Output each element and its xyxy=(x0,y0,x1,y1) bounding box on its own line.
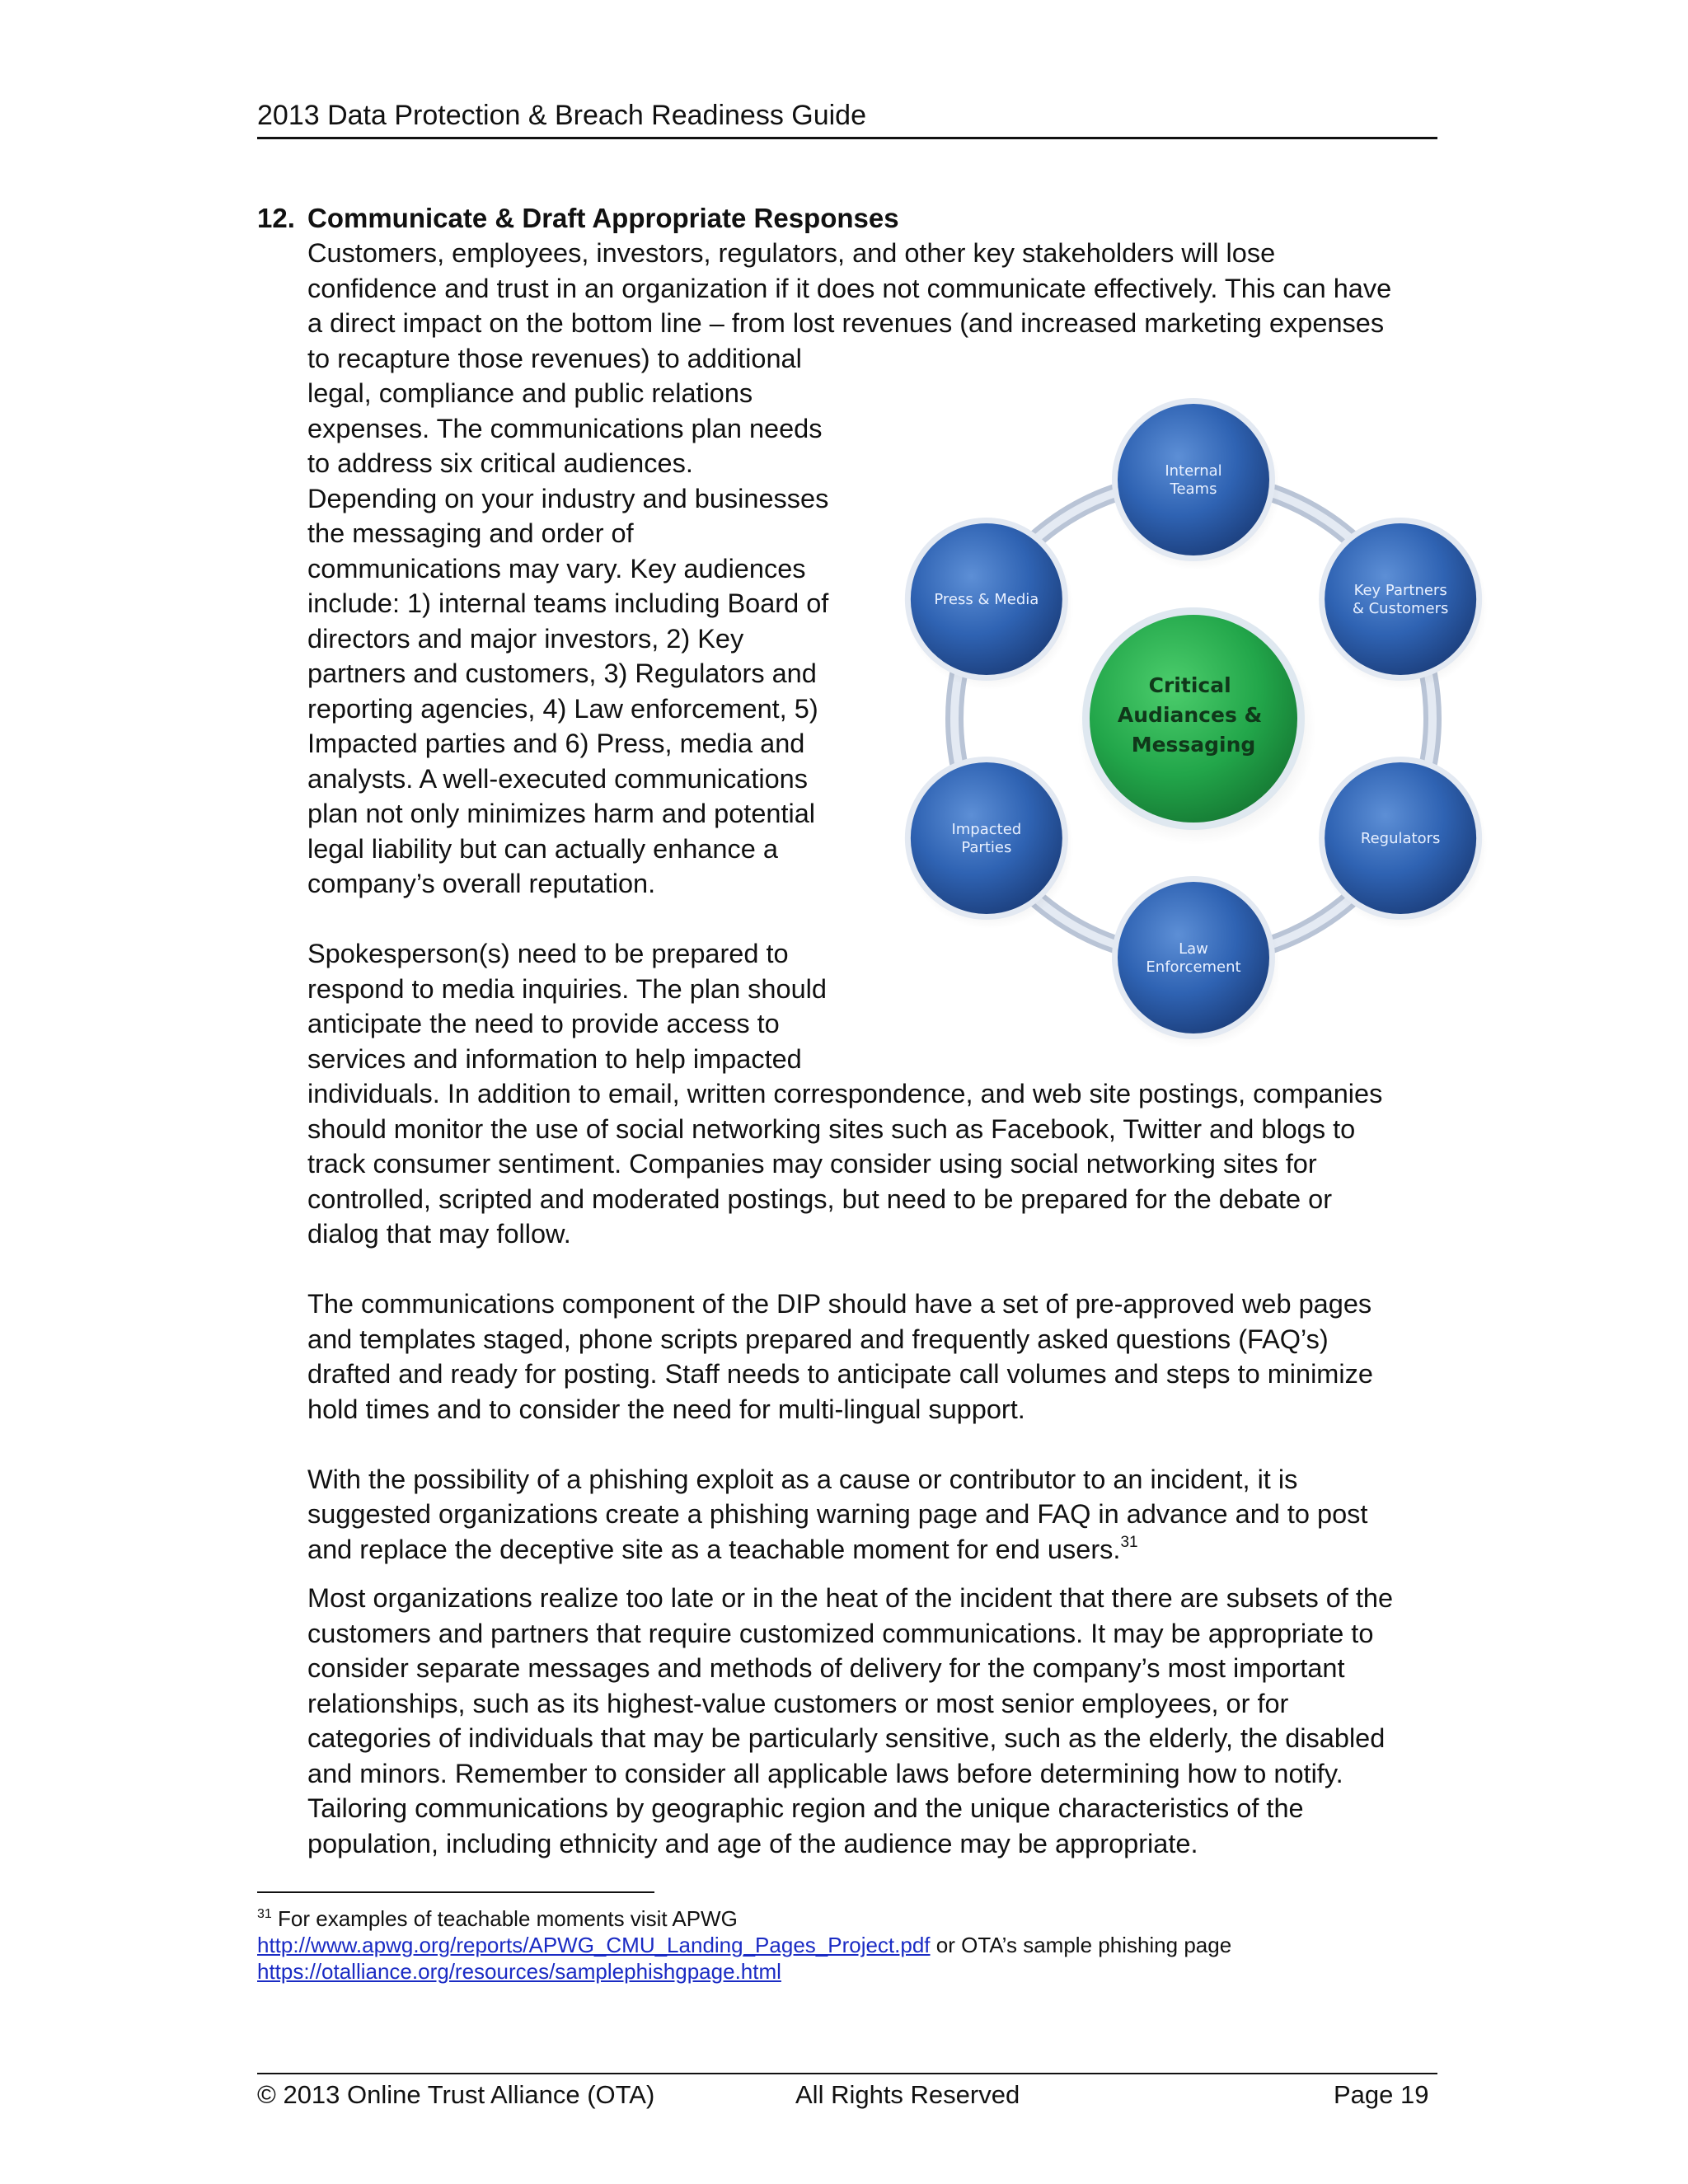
audience-node-press-media xyxy=(905,518,1074,690)
critical-audiences-diagram xyxy=(882,363,1517,1055)
text-line-content: and replace the deceptive site as a teachable moment for end users. xyxy=(307,1534,1121,1564)
section-number: 12. xyxy=(257,203,295,233)
audience-node-key-partners xyxy=(1319,518,1488,690)
footnote-line xyxy=(257,1905,1452,1932)
text-line: expenses. The communications plan needs xyxy=(307,413,823,443)
text-line: and minors. Remember to consider all applicable laws before determining how to notify. xyxy=(307,1758,1343,1788)
ota-sample-page-link[interactable]: https://otalliance.org/resources/samplephishgpage.html xyxy=(257,1959,781,1984)
text-line: legal, compliance and public relations xyxy=(307,378,753,408)
text-line: to address six critical audiences. xyxy=(307,448,693,478)
text-line: population, including ethnicity and age of the audience may be appropriate. xyxy=(307,1828,1198,1858)
audience-node-regulators xyxy=(1319,757,1488,929)
audience-node-label xyxy=(1165,462,1221,498)
audience-node-law-enforcement xyxy=(1112,876,1281,1048)
footer-rights: All Rights Reserved xyxy=(795,2080,1020,2109)
footnote-text: For examples of teachable moments visit APWG xyxy=(278,1906,738,1931)
text-line: legal liability but can actually enhance a xyxy=(307,833,778,864)
text-line: company’s overall reputation. xyxy=(307,869,656,898)
audience-node-label-line: Enforcement xyxy=(1146,958,1241,976)
text-line: categories of individuals that may be particularly sensitive, such as the elderly, the disabled xyxy=(307,1723,1386,1753)
text-line: services and information to help impacted xyxy=(307,1043,802,1074)
text-line: reporting agencies, 4) Law enforcement, 5) xyxy=(307,693,818,724)
text-line: dialog that may follow. xyxy=(307,1219,571,1249)
text-line: Customers, employees, investors, regulators, and other key stakeholders will lose xyxy=(307,238,1276,268)
audience-node-label-line: Press & Media xyxy=(934,591,1039,608)
audience-node-label-line: Impacted xyxy=(951,821,1022,838)
footnote xyxy=(257,1905,1452,1985)
center-label-line: Critical xyxy=(1148,673,1231,697)
audience-node-label xyxy=(1353,582,1449,617)
text-line: directors and major investors, 2) Key xyxy=(307,623,744,654)
section-title: Communicate & Draft Appropriate Responses xyxy=(307,203,899,233)
audience-node-label xyxy=(951,821,1021,856)
running-header: 2013 Data Protection & Breach Readiness Guide xyxy=(257,96,1437,139)
text-line: Most organizations realize too late or in the heat of the incident that there are subsets of the xyxy=(307,1583,1394,1613)
text-line: plan not only minimizes harm and potential xyxy=(307,799,816,828)
text-line: Tailoring communications by geographic region and the unique characteristics of the xyxy=(307,1793,1304,1823)
text-line: analysts. A well-executed communications xyxy=(307,763,808,794)
footer-divider xyxy=(257,2073,1437,2074)
text-line: individuals. In addition to email, written correspondence, and web site postings, companies xyxy=(307,1079,1383,1108)
footer-copyright: © 2013 Online Trust Alliance (OTA) xyxy=(257,2080,655,2109)
footnote-reference[interactable]: 31 xyxy=(1120,1533,1138,1551)
text-line: Depending on your industry and businesses xyxy=(307,483,829,513)
audience-node-label-line: Internal xyxy=(1165,462,1222,480)
audience-node-label-line: Teams xyxy=(1170,480,1217,498)
text-line: customers and partners that require customized communications. It may be appropriate to xyxy=(307,1618,1374,1648)
center-label-line: Audiances & xyxy=(1117,703,1263,727)
audience-node-label-line: Parties xyxy=(961,839,1012,856)
text-line: confidence and trust in an organization if it does not communicate effectively. This can have xyxy=(307,273,1392,303)
text-line: communications may vary. Key audiences xyxy=(307,553,806,583)
text-line: Spokesperson(s) need to be prepared to xyxy=(307,939,789,968)
text-line xyxy=(307,1532,1391,1568)
text-line: drafted and ready for posting. Staff needs to anticipate call volumes and steps to minimize xyxy=(307,1359,1373,1389)
footnote-line xyxy=(257,1932,1452,1958)
text-line: consider separate messages and methods of delivery for the company’s most important xyxy=(307,1653,1345,1683)
footnote-divider xyxy=(257,1891,654,1893)
body-text-final xyxy=(307,1581,1393,1861)
text-line: track consumer sentiment. Companies may consider using social networking sites for xyxy=(307,1149,1317,1179)
audience-node-label-line: Regulators xyxy=(1360,830,1441,847)
center-label-line: Messaging xyxy=(1131,733,1256,757)
text-line: to recapture those revenues) to additional xyxy=(307,343,802,373)
apwg-report-link[interactable]: http://www.apwg.org/reports/APWG_CMU_Landing_Pages_Project.pdf xyxy=(257,1933,931,1957)
text-line: include: 1) internal teams including Board of xyxy=(307,588,829,618)
audience-node-internal-teams xyxy=(1112,398,1281,570)
audience-node-label-line: & Customers xyxy=(1352,600,1449,617)
audience-node-impacted-parties xyxy=(905,757,1074,929)
footnote-line xyxy=(257,1958,1452,1985)
text-line: hold times and to consider the need for multi-lingual support. xyxy=(307,1394,1025,1424)
text-line: should monitor the use of social networking sites such as Facebook, Twitter and blogs to xyxy=(307,1113,1356,1144)
text-line: With the possibility of a phishing exploit as a cause or contributor to an incident, it is xyxy=(307,1464,1298,1494)
audience-node-label-line: Key Partners xyxy=(1353,582,1447,599)
text-line: suggested organizations create a phishing warning page and FAQ in advance and to post xyxy=(307,1499,1368,1529)
text-line: relationships, such as its highest-value customers or most senior employees, or for xyxy=(307,1688,1289,1718)
text-line: The communications component of the DIP should have a set of pre-approved web pages xyxy=(307,1289,1372,1319)
audience-node-label xyxy=(934,591,1039,608)
footnote-text: or OTA’s sample phishing page xyxy=(930,1933,1232,1957)
footnote-number: 31 xyxy=(257,1907,272,1921)
text-line: and templates staged, phone scripts prepared and frequently asked questions (FAQ’s) xyxy=(307,1324,1329,1354)
center-node xyxy=(1077,607,1316,845)
text-line: controlled, scripted and moderated postings, but need to be prepared for the debate or xyxy=(307,1183,1333,1214)
text-line: Impacted parties and 6) Press, media and xyxy=(307,729,805,758)
text-line: partners and customers, 3) Regulators and xyxy=(307,658,817,688)
text-line: anticipate the need to provide access to xyxy=(307,1009,780,1038)
text-line: a direct impact on the bottom line – from lost revenues (and increased marketing expenses xyxy=(307,308,1385,338)
footer-page-number: Page 19 xyxy=(1334,2080,1429,2109)
text-line: respond to media inquiries. The plan should xyxy=(307,973,827,1004)
audience-node-label-line: Law xyxy=(1179,940,1208,958)
text-line: the messaging and order of xyxy=(307,518,634,548)
audience-node-label xyxy=(1361,830,1441,847)
